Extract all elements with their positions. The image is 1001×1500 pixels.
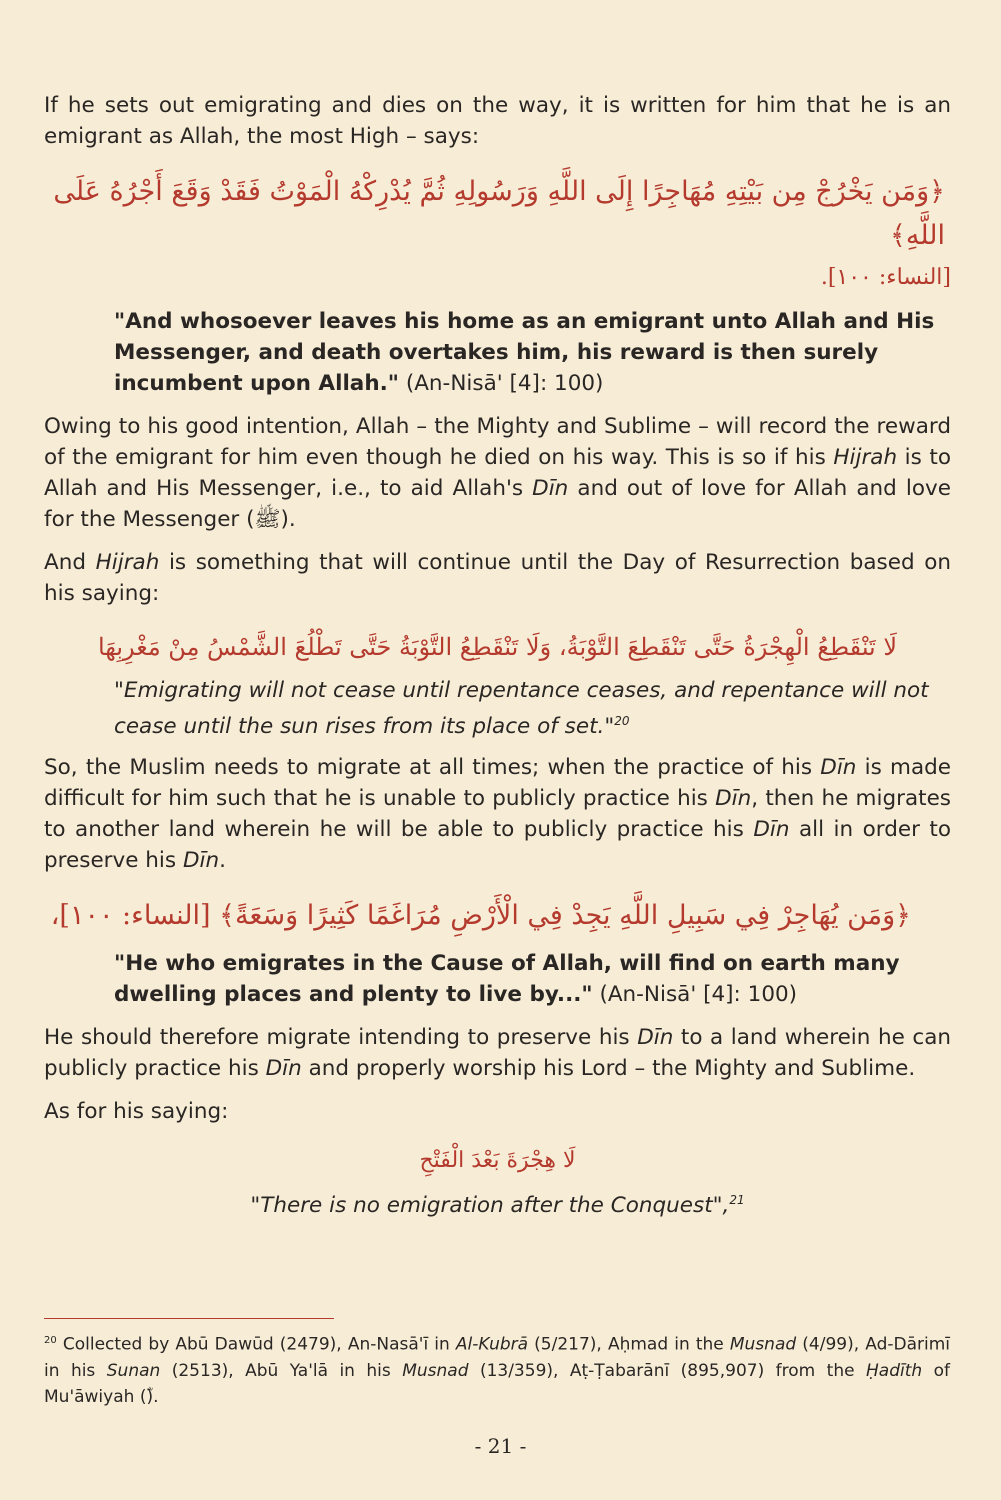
hadith-2-translation: "There is no emigration after the Conquest",$^{21}$ [250, 1193, 745, 1219]
ayah-1-translation-text: "And whosoever leaves his home as an emigrant unto Allah and His Messenger, and death overtakes him, his reward is then surely incumbent upon Allah." [114, 309, 935, 396]
ayah-1-translation-ref: (An-Nisā' [4]: 100) [399, 371, 604, 396]
paragraph-2: Owing to his good intention, Allah – the Mighty and Sublime – will record the reward of the emigrant for him even though he died on his way. This is so if his Hijrah is to Allah and His Messenger, i.e., to aid Allah's Dīn and out of love for Allah and love for the Messenger (ﷺ). [44, 414, 951, 532]
footnote-20-marker: 20 [614, 714, 630, 728]
footnote-20: $^{20}$ Collected by Abū Dawūd (2479), An-Nasā'ī in Al-Kubrā (5/217), Aḥmad in the Musnad (4/99), Ad-Dārimī in his Sunan (2513), Abū Ya'lā in his Musnad (13/359), Aṭ-Ṭabarānī (895,907) from the Ḥadīth of Mu'āwiyah (ؓ). [44, 1334, 951, 1407]
paragraph-5: He should therefore migrate intending to preserve his Dīn to a land wherein he can publicly practice his Dīn and properly worship his Lord – the Mighty and Sublime. [44, 1025, 952, 1082]
footnote-divider [44, 1318, 334, 1319]
quran-ayah-1: ﴿وَمَن يَخْرُجْ مِن بَيْتِهِ مُهَاجِرًا إِلَى اللَّهِ وَرَسُولِهِ ثُمَّ يُدْرِكْهُ الْمَوْتُ فَقَدْ وَقَعَ أَجْرُهُ عَلَى اللَّهِ﴾ [53, 176, 945, 251]
quran-ayah-2: ﴿وَمَن يُهَاجِرْ فِي سَبِيلِ اللَّهِ يَجِدْ فِي الْأَرْضِ مُرَاغَمًا كَثِيرًا وَسَعَةً﴾ [النساء: ١٠٠]، [50, 900, 911, 932]
ayah-2-translation-ref: (An-Nisā' [4]: 100) [592, 982, 798, 1008]
ayah-1-translation [114, 306, 951, 399]
paragraph-3: And Hijrah is something that will continue until the Day of Resurrection based on his saying: [44, 550, 951, 606]
hadith-2-arabic: لَا هِجْرَةَ بَعْدَ الْفَتْحِ [419, 1148, 576, 1174]
paragraph-4: So, the Muslim needs to migrate at all times; when the practice of his Dīn is made difficult for him such that he is unable to publicly practice his Dīn, then he migrates to another land wherein he will be able to publicly practice his Dīn all in order to preserve his Dīn. [44, 755, 952, 874]
paragraph-1: If he sets out emigrating and dies on the way, it is written for him that he is an emigrant as Allah, the most High – says: [44, 93, 951, 149]
hadith-1-translation: "Emigrating will not cease until repentance ceases, and repentance will not cease until the sun rises from its place of set."$^{20}$ [114, 678, 929, 740]
quran-ayah-1-reference: [النساء: ١٠٠]. [820, 265, 951, 290]
ayah-2-translation-text: "He who emigrates in the Cause of Allah, will find on earth many dwelling places and plenty to live by..." [114, 951, 900, 1008]
page-number: - 21 - [474, 1434, 527, 1458]
footnote-21-marker: 21 [729, 1193, 745, 1208]
ayah-2-translation [114, 948, 951, 1010]
hadith-1-arabic: لَا تَنْقَطِعُ الْهِجْرَةُ حَتَّى تَنْقَطِعَ التَّوْبَةُ، وَلَا تَنْقَطِعُ التَّوْبَةُ حَتَّى تَطْلُعَ الشَّمْسُ مِنْ مَغْرِبِهَا [97, 633, 898, 661]
paragraph-6: As for his saying: [44, 1099, 229, 1125]
